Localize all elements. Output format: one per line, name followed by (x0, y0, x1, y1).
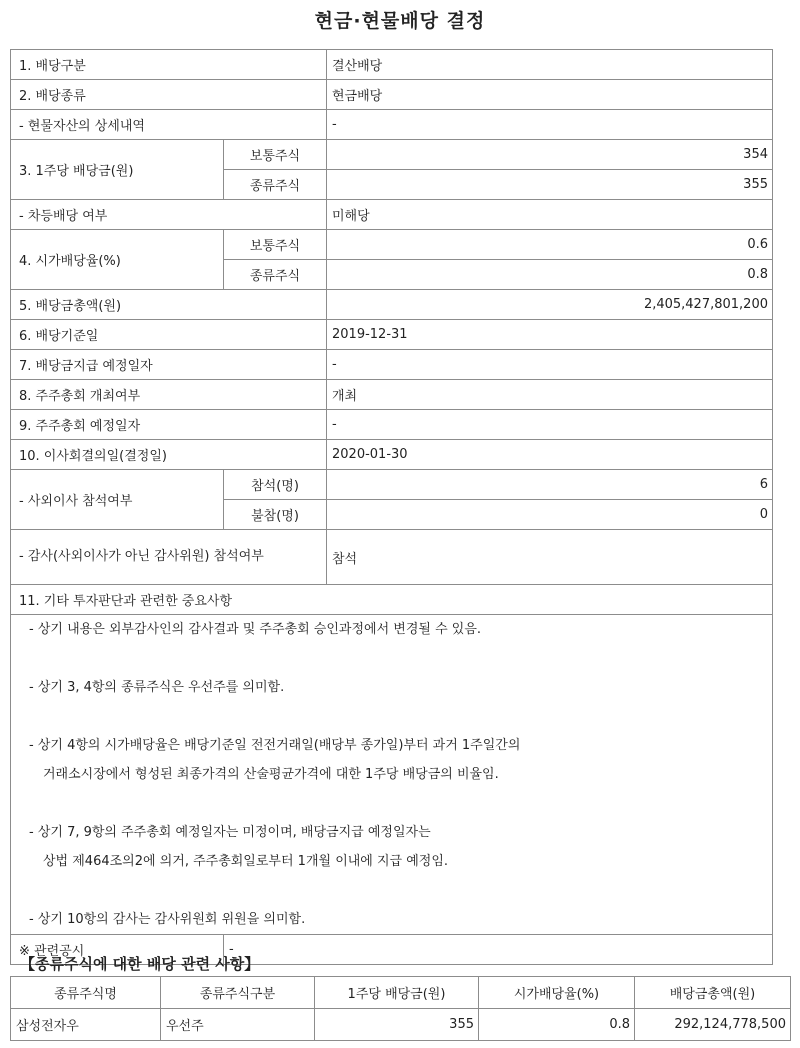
note-item: 상법 제464조의2에 의거, 주주총회일로부터 1개월 이내에 지급 예정임. (43, 854, 449, 869)
row-value: 미해당 (327, 200, 773, 230)
row-value: 결산배당 (327, 50, 773, 80)
row-value: 354 (327, 140, 773, 170)
table-row (11, 50, 773, 80)
sub-label: 참석(명) (224, 470, 327, 500)
table-row (11, 290, 773, 320)
table-row (11, 230, 773, 260)
table-header-row (11, 977, 791, 1009)
notes-header: 11. 기타 투자판단과 관련한 중요사항 (11, 585, 773, 615)
row-label: 9. 주주총회 예정일자 (11, 410, 327, 440)
related-disclosure-value: - (224, 935, 773, 965)
column-header: 배당금총액(원) (635, 977, 791, 1009)
table-row (11, 615, 773, 935)
table-row (11, 410, 773, 440)
row-label: - 감사(사외이사가 아닌 감사위원) 참석여부 (11, 530, 327, 585)
table-row (11, 110, 773, 140)
column-header: 종류주식구분 (161, 977, 315, 1009)
stock-name-cell: 삼성전자우 (11, 1009, 161, 1041)
sub-label: 종류주식 (224, 170, 327, 200)
row-value: 현금배당 (327, 80, 773, 110)
column-header: 시가배당율(%) (479, 977, 635, 1009)
notes-body (11, 615, 773, 935)
dps-cell: 355 (315, 1009, 479, 1041)
row-value: 0.8 (327, 260, 773, 290)
table-row (11, 350, 773, 380)
row-value: 355 (327, 170, 773, 200)
row-label: 4. 시가배당율(%) (11, 230, 224, 290)
row-value: 2,405,427,801,200 (327, 290, 773, 320)
row-value: 개최 (327, 380, 773, 410)
note-item: - 상기 10항의 감사는 감사위원회 위원을 의미함. (29, 912, 306, 927)
row-label: 10. 이사회결의일(결정일) (11, 440, 327, 470)
note-item: 거래소시장에서 형성된 최종가격의 산술평균가격에 대한 1주당 배당금의 비율임. (43, 767, 499, 782)
row-value: 2019-12-31 (327, 320, 773, 350)
row-value: - (327, 410, 773, 440)
row-value: - (327, 110, 773, 140)
row-label: 7. 배당금지급 예정일자 (11, 350, 327, 380)
column-header: 종류주식명 (11, 977, 161, 1009)
row-label: - 사외이사 참석여부 (11, 470, 224, 530)
row-label: 2. 배당종류 (11, 80, 327, 110)
table-row (11, 530, 773, 585)
sub-label: 보통주식 (224, 140, 327, 170)
sub-label: 종류주식 (224, 260, 327, 290)
yield-cell: 0.8 (479, 1009, 635, 1041)
row-value: 0.6 (327, 230, 773, 260)
row-label: 1. 배당구분 (11, 50, 327, 80)
table-row (11, 1009, 791, 1041)
dividend-decision-table (10, 49, 773, 965)
preferred-stock-table (10, 976, 791, 1041)
section-title: 【종류주식에 대한 배당 관련 사항】 (20, 955, 260, 973)
table-row (11, 470, 773, 500)
row-label: 6. 배당기준일 (11, 320, 327, 350)
row-label: 5. 배당금총액(원) (11, 290, 327, 320)
table-row (11, 380, 773, 410)
row-value: 0 (327, 500, 773, 530)
row-value: 6 (327, 470, 773, 500)
row-label: 3. 1주당 배당금(원) (11, 140, 224, 200)
note-item: - 상기 7, 9항의 주주총회 예정일자는 미정이며, 배당금지급 예정일자는 (29, 825, 431, 840)
sub-label: 불참(명) (224, 500, 327, 530)
row-label: - 차등배당 여부 (11, 200, 327, 230)
row-label: 8. 주주총회 개최여부 (11, 380, 327, 410)
table-row (11, 320, 773, 350)
stock-kind-cell: 우선주 (161, 1009, 315, 1041)
row-label: - 현물자산의 상세내역 (11, 110, 327, 140)
table-row (11, 585, 773, 615)
table-row (11, 200, 773, 230)
note-item: - 상기 4항의 시가배당율은 배당기준일 전전거래일(배당부 종가일)부터 과거 1주일간의 (29, 738, 521, 753)
row-value: - (327, 350, 773, 380)
table-row (11, 440, 773, 470)
note-item: - 상기 3, 4항의 종류주식은 우선주를 의미함. (29, 680, 285, 695)
table-row (11, 80, 773, 110)
total-cell: 292,124,778,500 (635, 1009, 791, 1041)
related-disclosure-label: ※ 관련공시 (11, 935, 224, 965)
row-value: 참석 (327, 530, 773, 585)
note-item: - 상기 내용은 외부감사인의 감사결과 및 주주총회 승인과정에서 변경될 수 있음. (29, 622, 482, 637)
table-row (11, 140, 773, 170)
page-title: 현금·현물배당 결정 (314, 10, 486, 32)
row-value: 2020-01-30 (327, 440, 773, 470)
column-header: 1주당 배당금(원) (315, 977, 479, 1009)
sub-label: 보통주식 (224, 230, 327, 260)
